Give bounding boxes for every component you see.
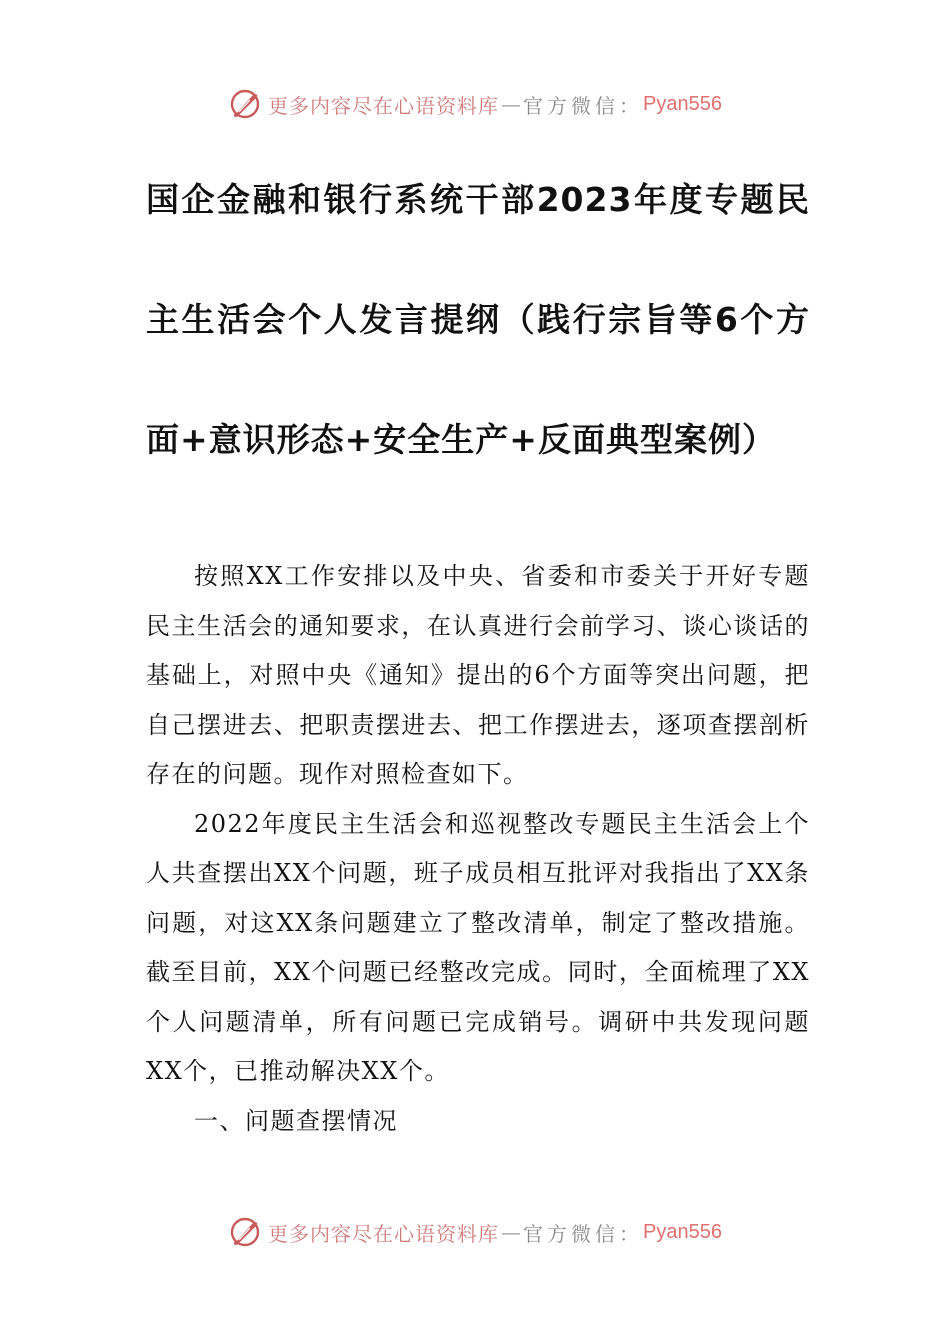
quill-pen-circle-icon [228,87,262,121]
footer-banner-wechat-id: Pyan556 [643,1220,722,1243]
banner-separator: — [501,92,522,116]
document-body [146,552,810,1146]
header-banner [0,84,950,124]
banner-wechat-id: Pyan556 [643,92,722,115]
footer-banner-separator: — [501,1220,522,1244]
footer-banner [0,1212,950,1252]
footer-banner-text: 更多内容尽在心语资料库 [268,1221,500,1246]
body-paragraph-intro: 按照XX工作安排以及中央、省委和市委关于开好专题民主生活会的通知要求，在认真进行会前学习、谈心谈话的基础上，对照中央《通知》提出的6个方面等突出问题，把自己摆进去、把职责摆进去、把工作摆进去，逐项查摆剖析存在的问题。现作对照检查如下。 [146,562,810,788]
banner-text: 更多内容尽在心语资料库 [268,93,500,118]
banner-wechat-label: 官方微信： [523,93,644,118]
quill-pen-circle-icon [228,1215,262,1249]
section-heading: 一、问题查摆情况 [194,1106,398,1135]
footer-banner-wechat-label: 官方微信： [523,1221,644,1246]
document-title: 国企金融和银行系统干部2023年度专题民主生活会个人发言提纲（践行宗旨等6个方面+意识形态+安全生产+反面典型案例） [146,180,810,459]
body-paragraph-review: 2022年度民主生活会和巡视整改专题民主生活会上个人共查摆出XX个问题，班子成员相互批评对我指出了XX条问题，对这XX条问题建立了整改清单，制定了整改措施。截至目前，XX个问题已经整改完成。同时，全面梳理了XX个人问题清单，所有问题已完成销号。调研中共发现问题XX个，已推动解决XX个。 [146,809,810,1085]
